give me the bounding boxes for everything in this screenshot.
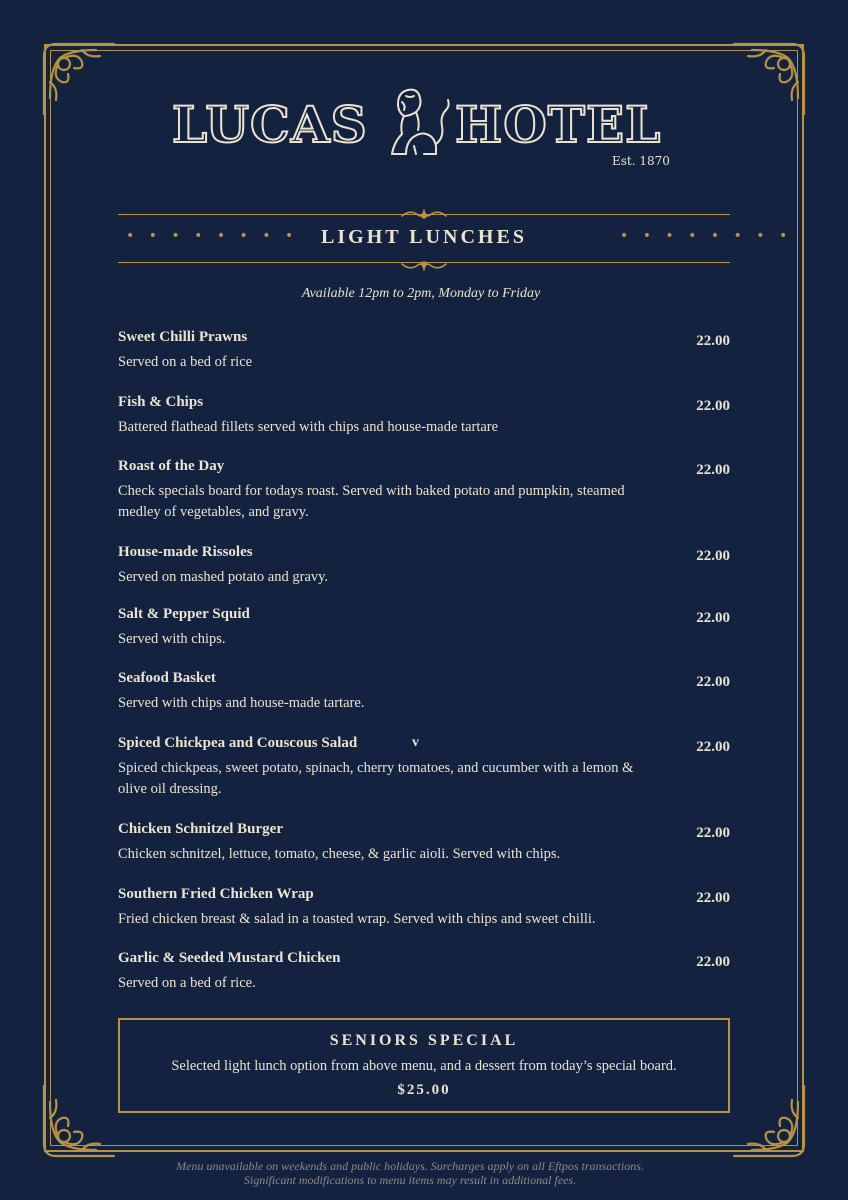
- corner-ornament-icon: [38, 38, 118, 118]
- logo-word-right: HOTEL: [455, 95, 662, 154]
- item-name: Spiced Chickpea and Couscous Salad: [118, 735, 358, 751]
- item-name: Fish & Chips: [118, 394, 204, 410]
- item-price: 22.00: [696, 825, 730, 841]
- item-price: 22.00: [696, 954, 730, 970]
- item-name: Sweet Chilli Prawns: [118, 329, 248, 345]
- item-description: Served on a bed of rice: [118, 354, 253, 370]
- item-name: Southern Fried Chicken Wrap: [118, 886, 314, 902]
- established-year: Est. 1870: [612, 154, 670, 168]
- item-price: 22.00: [696, 462, 730, 478]
- item-price: 22.00: [696, 739, 730, 755]
- item-description: Served on mashed potato and gravy.: [118, 569, 329, 585]
- dots-right: • • • • • • • •: [620, 228, 793, 244]
- corner-ornament-icon: [730, 38, 810, 118]
- item-name: Chicken Schnitzel Burger: [118, 821, 283, 837]
- item-price: 22.00: [696, 674, 730, 690]
- vegetarian-tag: v: [412, 735, 419, 750]
- seniors-special-title: SENIORS SPECIAL: [329, 1032, 519, 1049]
- item-description: Chicken schnitzel, lettuce, tomato, cheese, & garlic aioli. Served with chips.: [118, 846, 561, 862]
- seniors-special-box: [118, 1018, 730, 1113]
- dots-left: • • • • • • • •: [126, 228, 299, 244]
- logo-word-left: LUCAS: [172, 95, 368, 154]
- hotel-logo: [172, 86, 672, 176]
- seniors-special-price: $25.00: [397, 1082, 451, 1098]
- item-description: Served on a bed of rice.: [118, 975, 256, 991]
- footer-note: [0, 1159, 820, 1187]
- item-description: Fried chicken breast & salad in a toasted wrap. Served with chips and sweet chilli.: [118, 911, 596, 927]
- flourish-top-icon: [400, 206, 448, 220]
- item-description: Served with chips and house-made tartare.: [118, 695, 365, 711]
- section-title: LIGHT LUNCHES: [321, 226, 527, 248]
- item-name: Salt & Pepper Squid: [118, 606, 250, 622]
- footer-line-2: Significant modifications to menu items may result in additional fees.: [243, 1173, 577, 1187]
- item-name: House-made Rissoles: [118, 544, 253, 560]
- item-price: 22.00: [696, 610, 730, 626]
- availability-note: Available 12pm to 2pm, Monday to Friday: [301, 286, 541, 301]
- footer-line-1: Menu unavailable on weekends and public holidays. Surcharges apply on all Eftpos transactions.: [176, 1159, 644, 1173]
- item-description: Served with chips.: [118, 631, 226, 647]
- lion-icon: [384, 86, 454, 158]
- item-price: 22.00: [696, 890, 730, 906]
- seniors-special-description: Selected light lunch option from above menu, and a dessert from today’s special board.: [171, 1058, 677, 1074]
- item-description: Battered flathead fillets served with chips and house-made tartare: [118, 419, 499, 435]
- item-name: Garlic & Seeded Mustard Chicken: [118, 950, 341, 966]
- item-price: 22.00: [696, 398, 730, 414]
- item-price: 22.00: [696, 548, 730, 564]
- flourish-bottom-icon: [400, 258, 448, 272]
- corner-ornament-icon: [730, 1082, 810, 1162]
- item-name: Roast of the Day: [118, 458, 225, 474]
- item-description: Spiced chickpeas, sweet potato, spinach, cherry tomatoes, and cucumber with a lemon & olive oil dressing.: [118, 760, 634, 797]
- item-price: 22.00: [696, 333, 730, 349]
- corner-ornament-icon: [38, 1082, 118, 1162]
- item-description: Check specials board for todays roast. Served with baked potato and pumpkin, steamed medley of vegetables, and gravy.: [118, 483, 625, 520]
- item-name: Seafood Basket: [118, 670, 216, 686]
